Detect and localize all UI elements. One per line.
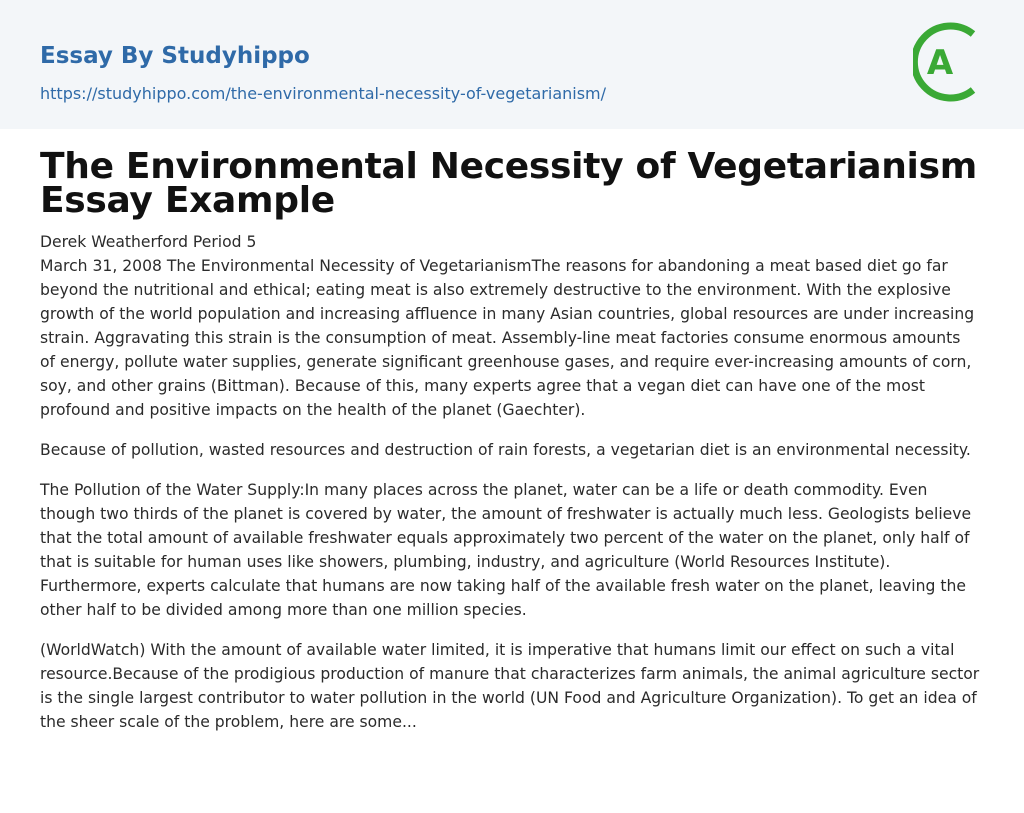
article-title <box>40 0 984 221</box>
article-body <box>40 230 980 750</box>
paragraph-3: The Pollution of the Water Supply:In many places across the planet, water can be a life or death commodity. Even though two thirds of the planet is covered by water, the amount of freshwater is actually much less. Geologists believe that the total amount of available freshwater equals approximately two percent of the water on the planet, only half of that is suitable for human uses like showers, plumbing, industry, and agriculture (World Resources Institute). Furthermore, experts calculate that humans are now taking half of the available fresh water on the planet, leaving the other half to be divided among more than one million species. <box>40 481 972 619</box>
paragraph-4: (WorldWatch) With the amount of available water limited, it is imperative that humans limit our effect on such a vital resource.Because of the prodigious production of manure that characterizes farm animals, the animal agriculture sector is the single largest contributor to water pollution in the world (UN Food and Agriculture Organization). To get an idea of the sheer scale of the problem, here are some... <box>40 641 980 731</box>
paragraph-1: March 31, 2008 The Environmental Necessity of VegetarianismThe reasons for abandoning a meat based diet go far beyond the nutritional and ethical; eating meat is also extremely destructive to the environment. With the explosive growth of the world population and increasing affluence in many Asian countries, global resources are under increasing strain. Aggravating this strain is the consumption of meat. Assembly-line meat factories consume enormous amounts of energy, pollute water supplies, generate significant greenhouse gases, and require ever-increasing amounts of corn, soy, and other grains (Bittman). Because of this, many experts agree that a vegan diet can have one of the most profound and positive impacts on the health of the planet (Gaechter). <box>40 257 975 419</box>
site-brand[interactable]: Essay By Studyhippo <box>40 43 310 69</box>
title-line-2: Essay Example <box>40 180 335 221</box>
title-line-1: The Environmental Necessity of Vegetarianism <box>40 146 977 187</box>
svg-text:A: A <box>926 43 954 83</box>
author-line: Derek Weatherford Period 5 <box>40 233 257 251</box>
paragraph-2: Because of pollution, wasted resources and destruction of rain forests, a vegetarian diet is an environmental necessity. <box>40 441 971 459</box>
article-url-link[interactable]: https://studyhippo.com/the-environmental-necessity-of-vegetarianism/ <box>40 84 607 103</box>
